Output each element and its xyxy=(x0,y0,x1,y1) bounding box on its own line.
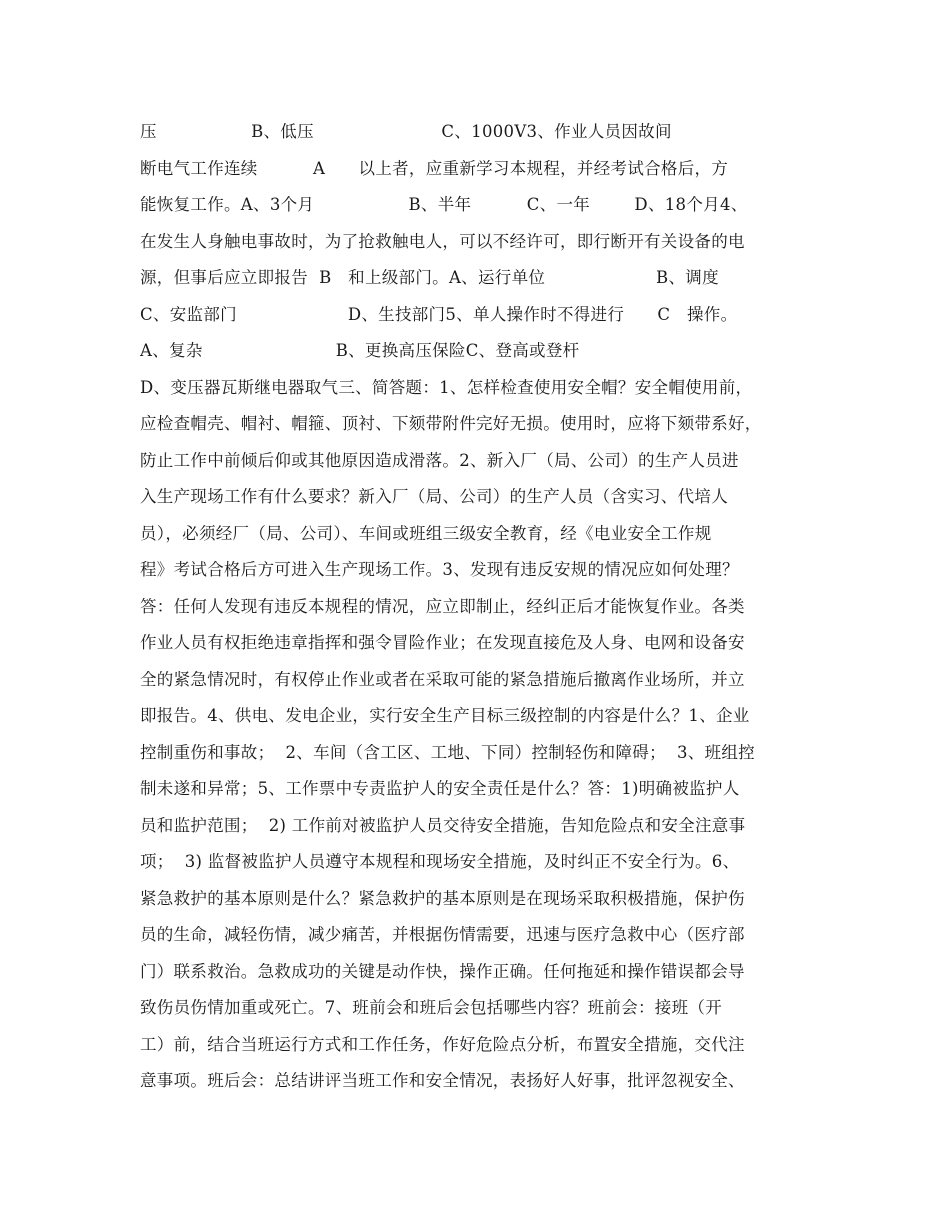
text-line: 控制重伤和事故； 2、车间（含工区、工地、下同）控制轻伤和障碍； 3、班组控 xyxy=(140,742,755,762)
text-line: 紧急救护的基本原则是什么？紧急救护的基本原则是在现场采取积极措施，保护伤 xyxy=(140,888,745,908)
text-line: 压 B、低压 C、1000V3、作业人员因故间 xyxy=(140,122,672,141)
text-line: 源，但事后应立即报告 B 和上级部门。A、运行单位 B、调度 xyxy=(140,268,719,287)
text-line: 断电气工作连续 A 以上者，应重新学习本规程，并经考试合格后，方 xyxy=(140,158,729,178)
text-line: 全的紧急情况时，有权停止作业或者在采取可能的紧急措施后撤离作业场所，并立 xyxy=(140,669,745,689)
text-line: 项； 3) 监督被监护人员遵守本规程和现场安全措施，及时纠正不安全行为。6、 xyxy=(140,852,740,871)
text-line: 应检查帽壳、帽衬、帽箍、顶衬、下颏带附件完好无损。使用时，应将下颏带系好， xyxy=(140,414,762,433)
text-line: 能恢复工作。A、3个月 B、半年 C、一年 D、18个月4、 xyxy=(140,195,748,214)
text-line: C、安监部门 D、生技部门5、单人操作时不得进行 C 操作。 xyxy=(140,304,738,324)
text-line: A、复杂 B、更换高压保险C、登高或登杆 xyxy=(140,341,580,360)
document-body xyxy=(140,114,830,1100)
text-line: 答：任何人发现有违反本规程的情况，应立即制止，经纠正后才能恢复作业。各类 xyxy=(140,596,745,616)
text-line: 即报告。4、供电、发电企业，实行安全生产目标三级控制的内容是什么？1、企业 xyxy=(140,706,750,725)
text-line: 制未遂和异常；5、工作票中专责监护人的安全责任是什么？答：1)明确被监护人 xyxy=(140,779,740,798)
text-line: 员和监护范围； 2) 工作前对被监护人员交待安全措施，告知危险点和安全注意事 xyxy=(140,815,746,835)
text-line: 员），必须经厂（局、公司）、车间或班组三级安全教育，经《电业安全工作规 xyxy=(140,523,712,543)
text-line: 意事项。班后会：总结讲评当班工作和安全情况，表扬好人好事，批评忽视安全、 xyxy=(140,1071,745,1090)
text-line: 致伤员伤情加重或死亡。7、班前会和班后会包括哪些内容？班前会：接班（开 xyxy=(140,998,722,1017)
text-line: 在发生人身触电事故时，为了抢救触电人，可以不经许可，即行断开有关设备的电 xyxy=(140,231,745,251)
text-line: D、变压器瓦斯继电器取气三、简答题：1、怎样检查使用安全帽？安全帽使用前， xyxy=(140,377,753,397)
text-line: 工）前，结合当班运行方式和工作任务，作好危险点分析，布置安全措施，交代注 xyxy=(140,1034,745,1054)
text-line: 门）联系救治。急救成功的关键是动作快，操作正确。任何拖延和操作错误都会导 xyxy=(140,961,745,981)
text-line: 程》考试合格后方可进入生产现场工作。3、发现有违反安规的情况应如何处理？ xyxy=(140,560,739,579)
text-line: 员的生命，减轻伤情，减少痛苦，并根据伤情需要，迅速与医疗急救中心（医疗部 xyxy=(140,925,745,944)
text-line: 入生产现场工作有什么要求？新入厂（局、公司）的生产人员（含实习、代培人 xyxy=(140,487,728,506)
text-line: 作业人员有权拒绝违章指挥和强令冒险作业；在发现直接危及人身、电网和设备安 xyxy=(140,633,745,652)
text-line: 防止工作中前倾后仰或其他原因造成滑落。2、新入厂（局、公司）的生产人员进 xyxy=(140,450,739,470)
